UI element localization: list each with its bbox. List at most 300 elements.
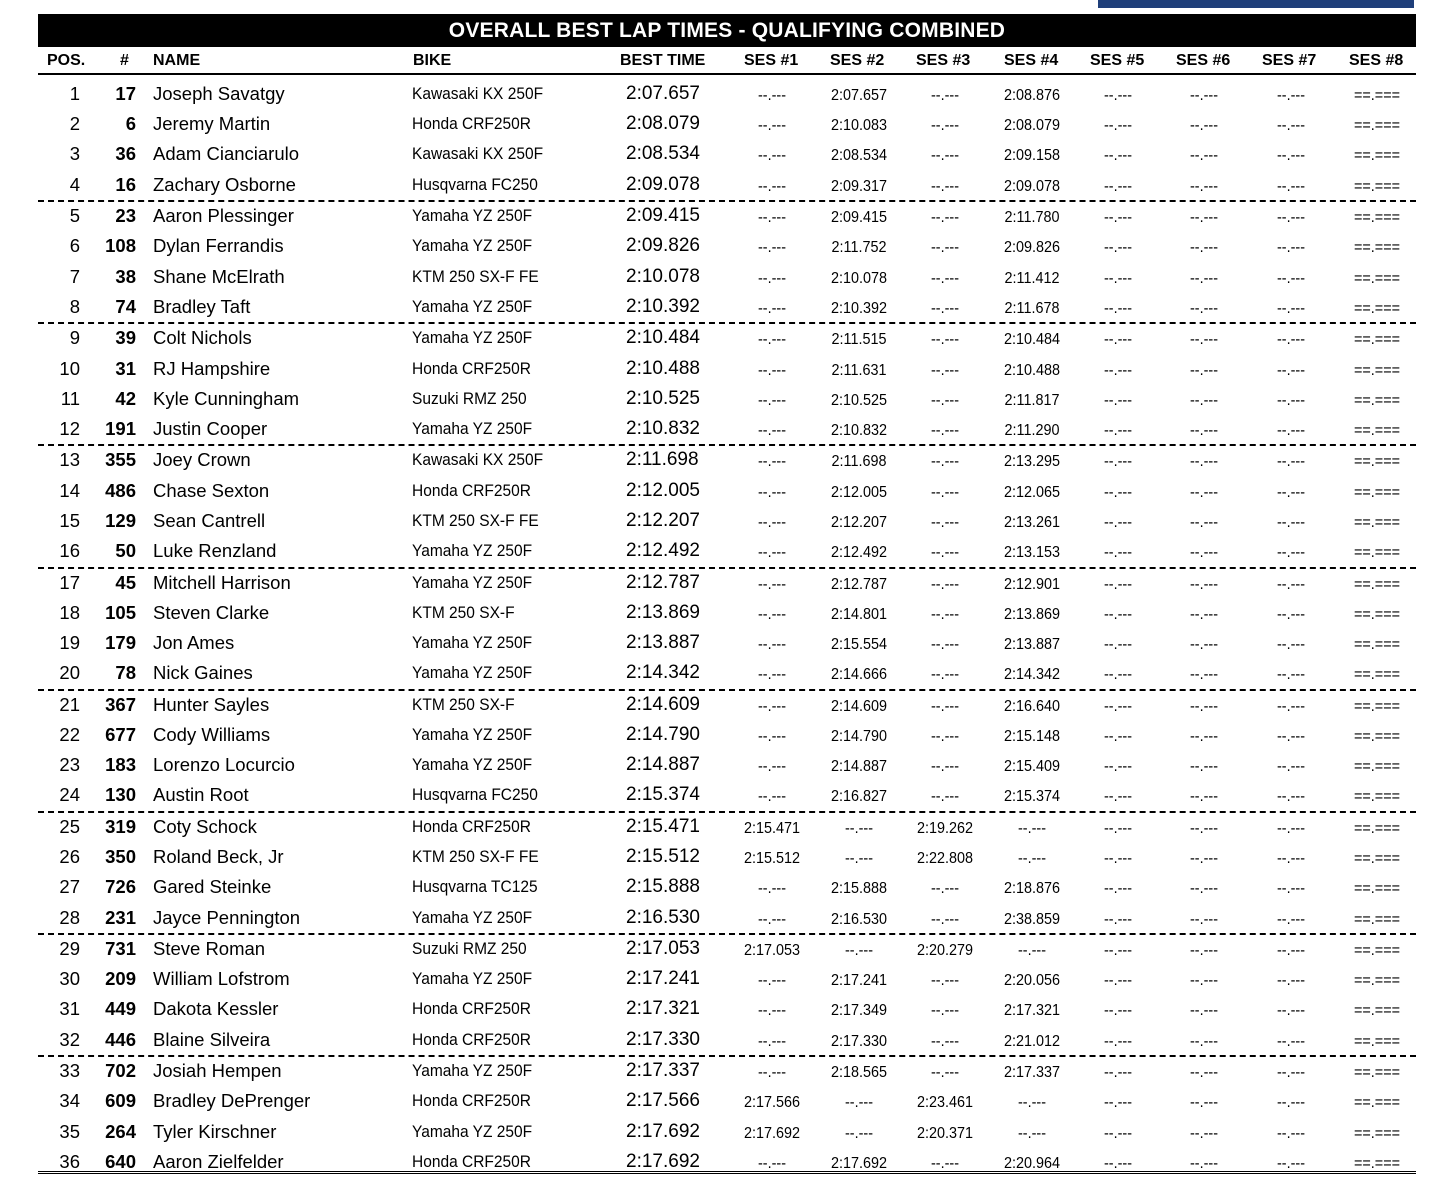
- row-session-3: 2:19.262: [916, 819, 974, 837]
- row-pos: 18: [59, 601, 80, 623]
- row-session-3: --.---: [931, 421, 959, 439]
- table-row: [38, 1026, 1416, 1058]
- row-session-8: ==.===: [1353, 117, 1401, 135]
- row-session-6: --.---: [1190, 575, 1218, 593]
- row-session-1: 2:17.692: [743, 1124, 801, 1142]
- row-session-1: --.---: [758, 575, 786, 593]
- row-session-3: --.---: [931, 483, 959, 501]
- row-session-5: --.---: [1104, 269, 1132, 287]
- row-session-7: --.---: [1277, 269, 1305, 287]
- row-pos: 25: [59, 815, 80, 837]
- row-session-3: --.---: [931, 788, 959, 806]
- row-best-time: 2:17.241: [626, 968, 700, 990]
- table-row: [38, 110, 1416, 140]
- row-session-6: --.---: [1190, 880, 1218, 898]
- row-session-4: 2:16.640: [1003, 697, 1061, 715]
- row-session-8: ==.===: [1353, 942, 1401, 960]
- row-session-2: 2:11.752: [831, 239, 887, 257]
- row-session-4: 2:13.153: [1003, 544, 1061, 562]
- page-title: OVERALL BEST LAP TIMES - QUALIFYING COMBINED: [38, 14, 1416, 47]
- row-session-1: --.---: [758, 788, 786, 806]
- row-session-4: --.---: [1018, 942, 1046, 960]
- row-session-7: --.---: [1277, 391, 1305, 409]
- row-bike: KTM 250 SX-F FE: [412, 511, 539, 530]
- row-pos: 2: [69, 113, 80, 135]
- row-name: Dakota Kessler: [153, 998, 279, 1020]
- row-bike: Yamaha YZ 250F: [412, 237, 533, 256]
- row-session-4: 2:11.412: [1004, 269, 1060, 287]
- row-best-time: 2:12.005: [626, 479, 700, 501]
- row-session-1: --.---: [758, 513, 786, 531]
- row-best-time: 2:07.657: [626, 83, 700, 104]
- row-session-6: --.---: [1190, 1032, 1218, 1050]
- table-row: [38, 415, 1416, 447]
- table-row: [38, 691, 1416, 721]
- row-session-6: --.---: [1190, 269, 1218, 287]
- row-session-7: --.---: [1277, 666, 1305, 684]
- row-session-1: --.---: [758, 666, 786, 684]
- row-number: 17: [115, 83, 136, 104]
- row-session-5: --.---: [1104, 391, 1132, 409]
- row-session-1: --.---: [758, 697, 786, 715]
- row-session-8: ==.===: [1353, 850, 1401, 868]
- row-session-2: 2:10.083: [830, 117, 888, 135]
- row-number: 609: [105, 1090, 136, 1112]
- row-session-8: ==.===: [1353, 666, 1401, 684]
- row-session-6: --.---: [1190, 850, 1218, 868]
- row-session-8: ==.===: [1353, 575, 1401, 593]
- row-bike: Suzuki RMZ 250: [412, 389, 527, 408]
- row-session-1: --.---: [758, 87, 786, 104]
- table-row: [38, 140, 1416, 170]
- row-session-2: 2:11.698: [831, 453, 887, 471]
- row-session-6: --.---: [1190, 391, 1218, 409]
- row-session-5: --.---: [1104, 910, 1132, 928]
- row-session-2: 2:16.530: [830, 910, 888, 928]
- row-session-1: --.---: [758, 1002, 786, 1020]
- row-session-7: --.---: [1277, 819, 1305, 837]
- row-session-5: --.---: [1104, 942, 1132, 960]
- row-session-6: --.---: [1190, 972, 1218, 990]
- row-session-8: ==.===: [1353, 299, 1401, 317]
- header-session-8: SES #8: [1349, 52, 1404, 69]
- row-session-4: 2:11.678: [1004, 299, 1060, 317]
- row-number: 449: [105, 998, 136, 1020]
- row-session-3: --.---: [931, 299, 959, 317]
- row-session-7: --.---: [1277, 727, 1305, 745]
- row-session-3: --.---: [931, 666, 959, 684]
- table-row: [38, 232, 1416, 262]
- row-best-time: 2:09.078: [626, 173, 700, 195]
- row-pos: 22: [59, 723, 80, 745]
- row-number: 108: [105, 235, 136, 257]
- row-session-3: --.---: [931, 147, 959, 165]
- row-session-4: 2:21.012: [1003, 1032, 1061, 1050]
- row-session-7: --.---: [1277, 421, 1305, 439]
- row-session-5: --.---: [1104, 177, 1132, 195]
- row-best-time: 2:10.392: [626, 295, 700, 317]
- table-row: [38, 1087, 1416, 1117]
- row-session-3: --.---: [931, 575, 959, 593]
- row-session-3: --.---: [931, 544, 959, 562]
- row-bike: Yamaha YZ 250F: [412, 725, 533, 744]
- row-best-time: 2:08.534: [626, 143, 700, 165]
- row-name: Sean Cantrell: [153, 509, 266, 531]
- row-session-2: 2:17.330: [830, 1032, 888, 1050]
- row-session-4: 2:12.901: [1003, 575, 1061, 593]
- row-pos: 17: [59, 571, 80, 593]
- row-session-8: ==.===: [1353, 605, 1401, 623]
- row-session-8: ==.===: [1353, 87, 1401, 104]
- row-bike: Yamaha YZ 250F: [412, 970, 533, 989]
- row-name: Mitchell Harrison: [153, 571, 291, 593]
- row-session-8: ==.===: [1353, 880, 1401, 898]
- row-bike: Husqvarna FC250: [412, 786, 538, 805]
- table-row: [38, 873, 1416, 903]
- row-session-2: 2:15.554: [830, 636, 888, 653]
- row-session-3: --.---: [931, 1002, 959, 1020]
- row-session-3: --.---: [931, 87, 959, 104]
- row-session-2: 2:12.787: [830, 575, 888, 593]
- row-session-1: --.---: [758, 605, 786, 623]
- row-session-2: --.---: [845, 1094, 873, 1112]
- row-session-8: ==.===: [1353, 239, 1401, 257]
- row-name: Bradley DePrenger: [153, 1090, 311, 1112]
- row-session-8: ==.===: [1353, 209, 1401, 227]
- row-session-1: --.---: [758, 910, 786, 928]
- row-pos: 9: [69, 327, 80, 349]
- row-session-7: --.---: [1277, 1002, 1305, 1020]
- row-bike: Yamaha YZ 250F: [412, 542, 533, 561]
- row-number: 640: [105, 1150, 136, 1172]
- row-session-7: --.---: [1277, 697, 1305, 715]
- row-session-7: --.---: [1277, 605, 1305, 623]
- row-session-2: --.---: [845, 1124, 873, 1142]
- header-name: NAME: [153, 52, 201, 69]
- row-best-time: 2:15.888: [626, 876, 700, 898]
- row-session-6: --.---: [1190, 788, 1218, 806]
- row-number: 367: [105, 693, 136, 715]
- row-number: 6: [125, 113, 136, 135]
- row-session-5: --.---: [1104, 1154, 1132, 1172]
- row-session-5: --.---: [1104, 788, 1132, 806]
- row-session-5: --.---: [1104, 513, 1132, 531]
- row-pos: 14: [59, 479, 80, 501]
- row-session-6: --.---: [1190, 483, 1218, 501]
- row-session-2: 2:09.317: [830, 177, 888, 195]
- row-session-2: 2:14.887: [830, 758, 888, 776]
- row-session-6: --.---: [1190, 147, 1218, 165]
- row-bike: Honda CRF250R: [412, 1030, 531, 1049]
- row-session-2: 2:07.657: [830, 87, 888, 104]
- row-session-2: 2:10.525: [830, 391, 888, 409]
- row-session-2: 2:17.241: [830, 972, 888, 990]
- row-best-time: 2:17.337: [626, 1060, 700, 1082]
- row-name: Gared Steinke: [153, 876, 272, 898]
- row-session-3: --.---: [931, 697, 959, 715]
- row-session-2: 2:08.534: [830, 147, 888, 165]
- table-row: [38, 293, 1416, 325]
- row-session-3: --.---: [931, 910, 959, 928]
- row-session-7: --.---: [1277, 1032, 1305, 1050]
- row-number: 78: [115, 662, 136, 684]
- header-bike: BIKE: [413, 52, 452, 69]
- row-session-7: --.---: [1277, 544, 1305, 562]
- table-row: [38, 629, 1416, 659]
- row-session-8: ==.===: [1353, 727, 1401, 745]
- header-session-4: SES #4: [1004, 52, 1059, 69]
- row-session-4: --.---: [1018, 819, 1046, 837]
- row-number: 702: [105, 1060, 136, 1082]
- row-bike: Honda CRF250R: [412, 817, 531, 836]
- row-pos: 5: [69, 205, 80, 227]
- row-session-4: --.---: [1018, 1124, 1046, 1142]
- row-session-8: ==.===: [1353, 453, 1401, 471]
- row-session-4: 2:13.295: [1003, 453, 1061, 471]
- row-pos: 36: [59, 1150, 80, 1172]
- header-session-3: SES #3: [916, 52, 971, 69]
- row-session-3: --.---: [931, 636, 959, 653]
- row-session-1: --.---: [758, 391, 786, 409]
- row-name: Josiah Hempen: [153, 1060, 282, 1082]
- header-session-5: SES #5: [1090, 52, 1145, 69]
- row-session-5: --.---: [1104, 666, 1132, 684]
- row-session-3: --.---: [931, 453, 959, 471]
- row-name: Adam Cianciarulo: [153, 143, 300, 165]
- table-row: [38, 355, 1416, 385]
- row-bike: Kawasaki KX 250F: [412, 451, 544, 470]
- row-session-1: --.---: [758, 269, 786, 287]
- row-session-7: --.---: [1277, 147, 1305, 165]
- row-number: 731: [105, 938, 136, 960]
- row-name: Nick Gaines: [153, 662, 253, 684]
- row-session-1: --.---: [758, 758, 786, 776]
- row-session-2: 2:09.415: [830, 209, 888, 227]
- row-session-4: 2:10.488: [1003, 361, 1061, 379]
- row-best-time: 2:17.053: [626, 938, 700, 960]
- row-number: 16: [115, 173, 136, 195]
- row-session-4: 2:20.056: [1003, 972, 1061, 990]
- row-best-time: 2:17.692: [626, 1150, 700, 1172]
- row-session-7: --.---: [1277, 453, 1305, 471]
- row-session-4: 2:14.342: [1003, 666, 1061, 684]
- row-session-2: 2:18.565: [830, 1064, 888, 1082]
- row-pos: 19: [59, 632, 80, 653]
- row-session-6: --.---: [1190, 453, 1218, 471]
- row-session-4: 2:17.321: [1003, 1002, 1061, 1020]
- row-session-4: 2:09.158: [1003, 147, 1061, 165]
- row-number: 179: [105, 632, 136, 653]
- row-pos: 28: [59, 906, 80, 928]
- row-bike: Honda CRF250R: [412, 1000, 531, 1019]
- row-best-time: 2:15.374: [626, 784, 700, 806]
- table-row: [38, 80, 1416, 110]
- row-name: Jeremy Martin: [153, 113, 271, 135]
- row-session-8: ==.===: [1353, 544, 1401, 562]
- row-name: Chase Sexton: [153, 479, 270, 501]
- row-session-5: --.---: [1104, 605, 1132, 623]
- row-number: 319: [105, 815, 136, 837]
- row-session-2: 2:10.392: [830, 299, 888, 317]
- row-session-1: --.---: [758, 880, 786, 898]
- row-session-4: 2:11.780: [1004, 209, 1060, 227]
- row-session-6: --.---: [1190, 361, 1218, 379]
- row-session-3: --.---: [931, 1032, 959, 1050]
- row-session-5: --.---: [1104, 209, 1132, 227]
- table-row: [38, 813, 1416, 843]
- row-best-time: 2:12.787: [626, 571, 700, 593]
- row-session-6: --.---: [1190, 697, 1218, 715]
- row-session-5: --.---: [1104, 727, 1132, 745]
- row-pos: 3: [69, 143, 80, 165]
- row-number: 677: [105, 723, 136, 745]
- row-session-5: --.---: [1104, 636, 1132, 653]
- table-row: [38, 263, 1416, 293]
- table-row: [38, 1057, 1416, 1087]
- row-pos: 35: [59, 1120, 80, 1142]
- row-session-7: --.---: [1277, 299, 1305, 317]
- row-session-6: --.---: [1190, 87, 1218, 104]
- row-session-6: --.---: [1190, 544, 1218, 562]
- row-pos: 27: [59, 876, 80, 898]
- row-session-7: --.---: [1277, 575, 1305, 593]
- row-number: 446: [105, 1028, 136, 1050]
- row-session-2: 2:12.492: [830, 544, 888, 562]
- row-session-3: --.---: [931, 117, 959, 135]
- row-session-3: --.---: [931, 972, 959, 990]
- row-session-5: --.---: [1104, 1064, 1132, 1082]
- row-session-8: ==.===: [1353, 1002, 1401, 1020]
- row-session-4: --.---: [1018, 1094, 1046, 1112]
- header-session-1: SES #1: [744, 52, 799, 69]
- row-session-2: 2:10.078: [830, 269, 888, 287]
- row-session-7: --.---: [1277, 850, 1305, 868]
- row-session-7: --.---: [1277, 910, 1305, 928]
- row-number: 486: [105, 479, 136, 501]
- row-number: 42: [115, 387, 136, 409]
- row-session-4: 2:15.409: [1003, 758, 1061, 776]
- row-session-3: 2:22.808: [916, 850, 974, 868]
- row-session-5: --.---: [1104, 697, 1132, 715]
- row-best-time: 2:17.566: [626, 1090, 700, 1112]
- row-session-2: 2:12.207: [830, 513, 888, 531]
- header-session-2: SES #2: [830, 52, 885, 69]
- row-session-8: ==.===: [1353, 1032, 1401, 1050]
- row-session-6: --.---: [1190, 636, 1218, 653]
- row-bike: Yamaha YZ 250F: [412, 908, 533, 927]
- row-session-6: --.---: [1190, 209, 1218, 227]
- row-session-8: ==.===: [1353, 331, 1401, 349]
- row-session-1: --.---: [758, 1064, 786, 1082]
- row-session-5: --.---: [1104, 819, 1132, 837]
- row-pos: 34: [59, 1090, 80, 1112]
- row-session-1: --.---: [758, 239, 786, 257]
- row-bike: Kawasaki KX 250F: [412, 85, 544, 103]
- row-session-3: --.---: [931, 239, 959, 257]
- row-session-5: --.---: [1104, 544, 1132, 562]
- row-bike: Yamaha YZ 250F: [412, 664, 533, 683]
- row-best-time: 2:09.415: [626, 205, 700, 227]
- row-pos: 21: [59, 693, 80, 715]
- row-session-7: --.---: [1277, 1124, 1305, 1142]
- header-session-6: SES #6: [1176, 52, 1231, 69]
- header-number: #: [120, 52, 129, 69]
- table-row: [38, 904, 1416, 936]
- table-row: [38, 171, 1416, 203]
- row-session-1: --.---: [758, 147, 786, 165]
- row-pos: 4: [69, 173, 80, 195]
- row-session-5: --.---: [1104, 1032, 1132, 1050]
- row-name: Bradley Taft: [153, 295, 251, 317]
- row-session-5: --.---: [1104, 453, 1132, 471]
- row-pos: 7: [69, 265, 80, 287]
- row-pos: 11: [60, 387, 80, 409]
- row-session-1: --.---: [758, 483, 786, 501]
- row-session-6: --.---: [1190, 758, 1218, 776]
- row-session-4: 2:09.078: [1003, 177, 1061, 195]
- row-session-6: --.---: [1190, 1064, 1218, 1082]
- row-name: Zachary Osborne: [153, 173, 296, 195]
- row-name: Hunter Sayles: [153, 693, 270, 715]
- row-pos: 8: [69, 295, 80, 317]
- row-number: 191: [105, 417, 136, 439]
- row-number: 726: [105, 876, 136, 898]
- row-best-time: 2:10.525: [626, 387, 700, 409]
- row-name: Jayce Pennington: [153, 906, 301, 928]
- row-session-6: --.---: [1190, 727, 1218, 745]
- row-pos: 26: [59, 846, 80, 868]
- row-session-2: 2:11.631: [831, 361, 887, 379]
- row-bike: Husqvarna FC250: [412, 175, 538, 194]
- row-session-5: --.---: [1104, 972, 1132, 990]
- row-session-2: --.---: [845, 850, 873, 868]
- row-session-7: --.---: [1277, 942, 1305, 960]
- row-session-4: 2:13.887: [1003, 636, 1061, 653]
- row-session-6: --.---: [1190, 239, 1218, 257]
- row-session-4: 2:09.826: [1003, 239, 1061, 257]
- row-pos: 13: [59, 449, 80, 471]
- row-session-1: --.---: [758, 177, 786, 195]
- row-session-2: 2:17.349: [830, 1002, 888, 1020]
- row-session-8: ==.===: [1353, 636, 1401, 653]
- row-session-4: 2:08.079: [1003, 117, 1061, 135]
- row-name: Aaron Plessinger: [153, 205, 294, 227]
- row-bike: Suzuki RMZ 250: [412, 940, 527, 959]
- row-session-8: ==.===: [1353, 147, 1401, 165]
- row-session-5: --.---: [1104, 850, 1132, 868]
- row-session-3: 2:20.279: [916, 942, 974, 960]
- row-session-8: ==.===: [1353, 391, 1401, 409]
- row-session-4: 2:38.859: [1003, 910, 1061, 928]
- row-session-2: 2:12.005: [830, 483, 888, 501]
- row-name: Shane McElrath: [153, 265, 285, 287]
- row-number: 36: [115, 143, 136, 165]
- table-row: [38, 935, 1416, 965]
- row-session-8: ==.===: [1353, 513, 1401, 531]
- row-session-8: ==.===: [1353, 910, 1401, 928]
- row-session-6: --.---: [1190, 1002, 1218, 1020]
- row-session-8: ==.===: [1353, 788, 1401, 806]
- row-session-2: 2:10.832: [830, 421, 888, 439]
- table-row: [38, 843, 1416, 873]
- row-best-time: 2:10.832: [626, 417, 700, 439]
- table-row: [38, 324, 1416, 354]
- row-session-4: 2:10.484: [1003, 331, 1061, 349]
- row-session-5: --.---: [1104, 421, 1132, 439]
- row-pos: 10: [59, 357, 80, 379]
- row-best-time: 2:17.321: [626, 998, 700, 1020]
- row-best-time: 2:12.207: [626, 509, 700, 531]
